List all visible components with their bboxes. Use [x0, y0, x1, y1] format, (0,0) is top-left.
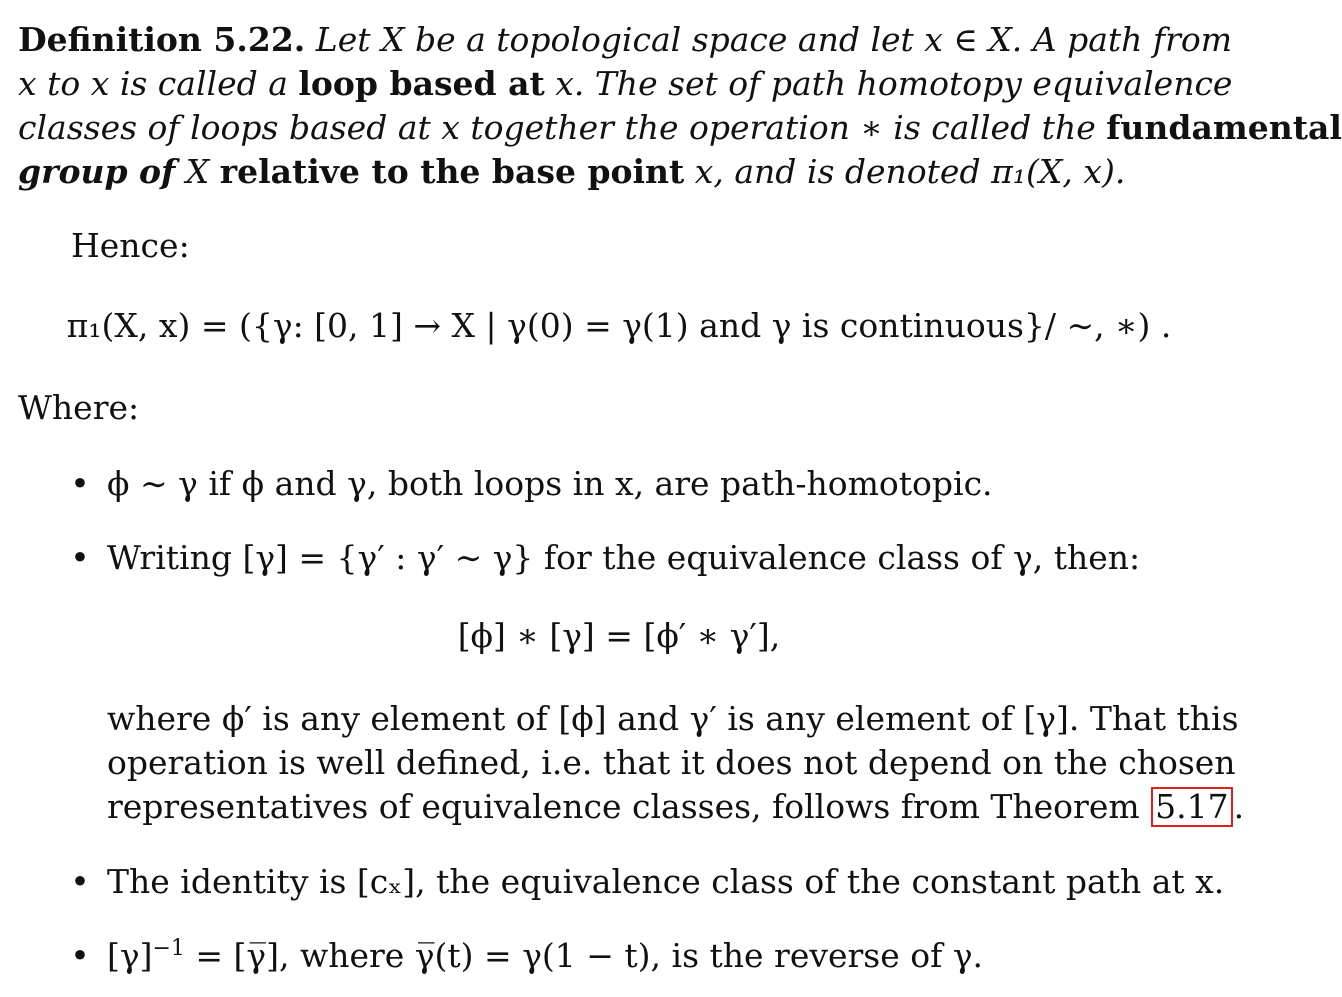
bullet-marker: •: [70, 538, 90, 577]
inverse-lhs: [γ]: [107, 936, 153, 975]
continuation-line-3: [107, 785, 1245, 829]
definition-line-3: [18, 106, 1342, 150]
term-loop-based-at: loop based at: [298, 64, 545, 103]
term-fundamental: fundamental: [1106, 108, 1342, 147]
bullet-marker: •: [70, 862, 90, 901]
continuation-line-2: operation is well defined, i.e. that it does not depend on the chosen: [107, 743, 1236, 782]
inverse-rhs: = [γ̅], where γ̅(t) = γ(1 − t), is the reverse of γ.: [184, 936, 984, 975]
continuation-text-3a: representatives of equivalence classes, follows from Theorem: [107, 787, 1151, 826]
definition-line-2: [18, 62, 1233, 106]
definition-block: [18, 18, 1342, 194]
definition-text-4b: X: [175, 152, 220, 191]
bullet-marker: •: [70, 464, 90, 503]
operation-equation: [ϕ] ∗ [γ] = [ϕ′ ∗ γ′],: [457, 616, 781, 655]
bullet-item-equivalence-class: Writing [γ] = {γ′ : γ′ ∼ γ} for the equivalence class of γ, then:: [107, 538, 1141, 577]
where-text: Where:: [18, 388, 140, 427]
definition-text-2a: x to x is called a: [18, 64, 299, 103]
continuation-line-1: where ϕ′ is any element of [ϕ] and γ′ is any element of [γ]. That this: [107, 699, 1239, 738]
bullet-item-identity: The identity is [cₓ], the equivalence class of the constant path at x.: [107, 862, 1225, 901]
term-relative-to-base-point: relative to the base point: [219, 152, 685, 191]
bullet-marker: •: [70, 936, 90, 975]
definition-text-3a: classes of loops based at x together the operation ∗ is called the: [18, 108, 1107, 147]
definition-line-1: [18, 18, 1233, 62]
hence-text: Hence:: [71, 226, 190, 265]
well-defined-paragraph: [107, 697, 1245, 829]
continuation-period: .: [1233, 787, 1245, 826]
definition-text-2c: x. The set of path homotopy equivalence: [544, 64, 1233, 103]
term-group-of: group of: [18, 152, 176, 191]
bullet-item-inverse: [107, 934, 983, 978]
bullet-item-homotopic: ϕ ∼ γ if ϕ and γ, both loops in x, are path-homotopic.: [107, 464, 993, 503]
fundamental-group-equation: π₁(X, x) = ({γ: [0, 1] → X | γ(0) = γ(1) and γ is continuous}/ ∼, ∗) .: [66, 306, 1172, 345]
definition-label: Definition 5.22.: [18, 20, 306, 59]
definition-text-4d: x, and is denoted π₁(X, x).: [684, 152, 1126, 191]
inverse-exponent: −1: [152, 936, 185, 961]
definition-line-4: [18, 150, 1206, 194]
definition-text-1: Let X be a topological space and let x ∈ X. A path from: [315, 20, 1233, 59]
theorem-reference-link[interactable]: 5.17: [1151, 787, 1232, 827]
